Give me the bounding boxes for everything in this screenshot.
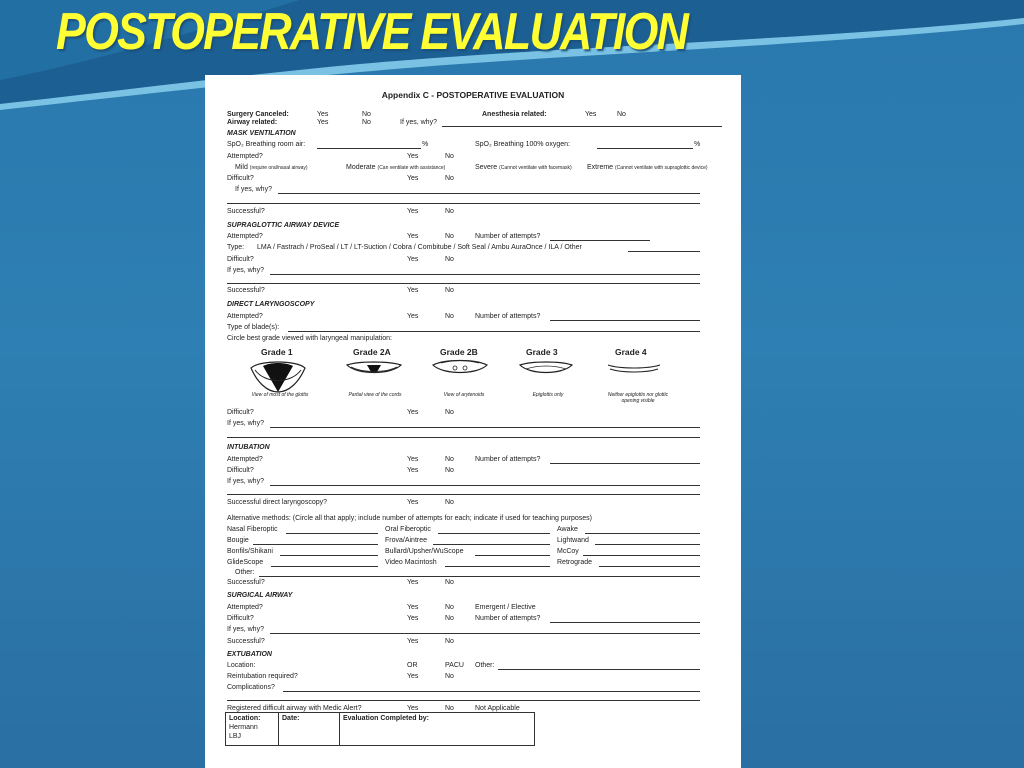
- answer-line[interactable]: [227, 437, 700, 438]
- answer-line[interactable]: [280, 555, 378, 556]
- completion-table: [225, 712, 535, 746]
- answer-line[interactable]: [270, 274, 700, 275]
- answer-line[interactable]: [227, 283, 700, 284]
- surgical-attempted-label: Attempted?: [227, 604, 263, 611]
- yes-option[interactable]: Yes: [407, 467, 419, 474]
- number-of-attempts-label: Number of attempts?: [475, 313, 541, 320]
- intubation-difficult-label: Difficult?: [227, 467, 254, 474]
- blade-type-label: Type of blade(s):: [227, 324, 280, 331]
- reintubation-label: Reintubation required?: [227, 673, 298, 680]
- direct-laryngoscopy-header: DIRECT LARYNGOSCOPY: [227, 301, 315, 308]
- no-option[interactable]: No: [445, 499, 454, 506]
- other-location-label: Other:: [475, 662, 495, 669]
- dl-attempted-label: Attempted?: [227, 313, 263, 320]
- answer-line[interactable]: [585, 533, 700, 534]
- grade-4-airway-icon: [606, 362, 662, 374]
- grade-1-glottis-icon: [249, 358, 307, 394]
- answer-line[interactable]: [595, 544, 700, 545]
- no-option[interactable]: No: [445, 256, 454, 263]
- spo2-room-air-label: SpO₂ Breathing room air:: [227, 141, 306, 148]
- slide-title: POSTOPERATIVE EVALUATION: [56, 3, 688, 61]
- date-cell[interactable]: [279, 713, 340, 746]
- yes-option[interactable]: Yes: [407, 604, 419, 611]
- answer-line[interactable]: [227, 494, 700, 495]
- location-option-lbj[interactable]: LBJ: [229, 733, 242, 740]
- yes-option[interactable]: Yes: [407, 208, 419, 215]
- number-of-attempts-label: Number of attempts?: [475, 233, 541, 240]
- answer-line[interactable]: [550, 622, 700, 623]
- or-option[interactable]: OR: [407, 662, 418, 669]
- answer-line[interactable]: [270, 427, 700, 428]
- successful-dl-label: Successful direct laryngoscopy?: [227, 499, 327, 506]
- supraglottic-header: SUPRAGLOTTIC AIRWAY DEVICE: [227, 222, 340, 229]
- completed-by-cell[interactable]: [340, 713, 535, 746]
- no-option[interactable]: No: [445, 604, 454, 611]
- answer-line[interactable]: [227, 700, 700, 701]
- percent-sign: %: [422, 141, 429, 148]
- surgical-airway-header: SURGICAL AIRWAY: [227, 592, 293, 599]
- answer-line[interactable]: [550, 320, 700, 321]
- surgical-successful-label: Successful?: [227, 638, 265, 645]
- location-cell-label: Location:: [229, 715, 261, 722]
- answer-line[interactable]: [283, 691, 700, 692]
- if-yes-why-label: If yes, why?: [227, 267, 264, 274]
- method-mccoy[interactable]: McCoy: [557, 548, 579, 555]
- no-option[interactable]: No: [617, 111, 626, 118]
- pacu-option[interactable]: PACU: [445, 662, 464, 669]
- answer-line[interactable]: [597, 148, 693, 149]
- grade-3-epiglottis-icon: [518, 361, 574, 377]
- no-option[interactable]: No: [445, 175, 454, 182]
- medic-alert-label: Registered difficult airway with Medic Alert?: [227, 705, 362, 712]
- no-option[interactable]: No: [445, 456, 454, 463]
- yes-option[interactable]: Yes: [407, 153, 419, 160]
- answer-line[interactable]: [433, 544, 550, 545]
- dl-difficult-label: Difficult?: [227, 409, 254, 416]
- no-option[interactable]: No: [445, 153, 454, 160]
- answer-line[interactable]: [259, 576, 700, 577]
- grade-2b-caption: View of arytenoids: [443, 392, 485, 398]
- answer-line[interactable]: [599, 566, 700, 567]
- yes-option[interactable]: Yes: [407, 287, 419, 294]
- if-yes-why-label: If yes, why?: [227, 478, 264, 485]
- answer-line[interactable]: [442, 126, 722, 127]
- surgical-difficult-label: Difficult?: [227, 615, 254, 622]
- yes-option[interactable]: Yes: [407, 673, 419, 680]
- no-option[interactable]: No: [445, 208, 454, 215]
- no-option[interactable]: No: [445, 467, 454, 474]
- if-yes-why-label: If yes, why?: [400, 119, 437, 126]
- method-other: Other:: [235, 569, 255, 576]
- yes-option[interactable]: Yes: [407, 409, 419, 416]
- device-type-options[interactable]: LMA / Fastrach / ProSeal / LT / LT-Suction / Cobra / Combitube / Soft Seal / Ambu AuraOnce / ILA / Other: [257, 244, 582, 251]
- no-option[interactable]: No: [445, 313, 454, 320]
- mask-attempted-label: Attempted?: [227, 153, 263, 160]
- supraglottic-successful-label: Successful?: [227, 287, 265, 294]
- yes-option[interactable]: Yes: [407, 175, 419, 182]
- answer-line[interactable]: [278, 193, 700, 194]
- method-retrograde[interactable]: Retrograde: [557, 559, 593, 566]
- extubation-header: EXTUBATION: [227, 651, 272, 658]
- answer-line[interactable]: [550, 240, 650, 241]
- number-of-attempts-label: Number of attempts?: [475, 456, 541, 463]
- answer-line[interactable]: [498, 669, 700, 670]
- intubation-successful-label: Successful?: [227, 579, 265, 586]
- method-bullard-upsher-wuscope[interactable]: Bullard/Upsher/WuScope: [385, 548, 464, 555]
- severe-option[interactable]: Severe (Cannot ventilate with facemask): [475, 164, 572, 171]
- answer-line[interactable]: [270, 633, 700, 634]
- no-option[interactable]: No: [445, 673, 454, 680]
- location-cell[interactable]: [226, 713, 279, 746]
- answer-line[interactable]: [288, 331, 700, 332]
- yes-option[interactable]: Yes: [407, 638, 419, 645]
- no-option[interactable]: No: [445, 615, 454, 622]
- yes-option[interactable]: Yes: [407, 313, 419, 320]
- grade-4-label[interactable]: Grade 4: [615, 347, 647, 357]
- answer-line[interactable]: [286, 533, 378, 534]
- supraglottic-attempted-label: Attempted?: [227, 233, 263, 240]
- yes-option[interactable]: Yes: [407, 456, 419, 463]
- alternative-methods-label: Alternative methods: (Circle all that apply; include number of attempts for each; indicate if used for teaching purposes): [227, 515, 592, 522]
- grade-1-caption: View of most of the glottis: [251, 392, 309, 398]
- yes-option[interactable]: Yes: [407, 705, 419, 712]
- yes-option[interactable]: Yes: [407, 615, 419, 622]
- method-lightwand[interactable]: Lightwand: [557, 537, 589, 544]
- anesthesia-related-label: Anesthesia related:: [482, 111, 547, 118]
- grade-2a-caption: Partial view of the cords: [348, 392, 402, 398]
- mask-successful-label: Successful?: [227, 208, 265, 215]
- grade-4-caption: Neither epiglottis nor glottic opening visible: [607, 392, 669, 404]
- if-yes-why-label: If yes, why?: [227, 420, 264, 427]
- method-bonfils-shikani[interactable]: Bonfils/Shikani: [227, 548, 273, 555]
- intubation-attempted-label: Attempted?: [227, 456, 263, 463]
- surgery-canceled-label: Surgery Canceled:: [227, 111, 289, 118]
- answer-line[interactable]: [253, 544, 378, 545]
- grade-2b-glottis-icon: [431, 359, 489, 377]
- grade-1-label[interactable]: Grade 1: [261, 347, 293, 357]
- complications-label: Complications?: [227, 684, 275, 691]
- date-label: Date:: [282, 715, 300, 722]
- grade-2a-label[interactable]: Grade 2A: [353, 347, 391, 357]
- grade-3-caption: Epiglottis only: [532, 392, 564, 398]
- yes-option[interactable]: Yes: [407, 233, 419, 240]
- method-oral-fiberoptic[interactable]: Oral Fiberoptic: [385, 526, 431, 533]
- method-frova-aintree[interactable]: Frova/Aintree: [385, 537, 428, 544]
- airway-related-label: Airway related:: [227, 119, 278, 126]
- method-glidescope[interactable]: GlideScope: [227, 559, 264, 566]
- no-option[interactable]: No: [445, 233, 454, 240]
- no-option[interactable]: No: [445, 287, 454, 294]
- no-option[interactable]: No: [445, 409, 454, 416]
- answer-line[interactable]: [227, 203, 700, 204]
- method-video-macintosh[interactable]: Video Macintosh: [385, 559, 437, 566]
- yes-option[interactable]: Yes: [407, 579, 419, 586]
- mask-difficult-label: Difficult?: [227, 175, 254, 182]
- mask-ventilation-header: MASK VENTILATION: [227, 130, 296, 137]
- no-option[interactable]: No: [445, 705, 454, 712]
- extreme-option[interactable]: Extreme (Cannot ventilate with supraglottic device): [587, 164, 708, 171]
- if-yes-why-label: If yes, why?: [227, 626, 264, 633]
- circle-grade-label: Circle best grade viewed with laryngeal manipulation:: [227, 335, 392, 342]
- yes-option[interactable]: Yes: [585, 111, 597, 118]
- location-option-hermann[interactable]: Hermann: [229, 724, 258, 731]
- spo2-oxygen-label: SpO₂ Breathing 100% oxygen:: [475, 141, 570, 148]
- mild-option[interactable]: Mild (require oral/nasal airway): [235, 164, 308, 171]
- answer-line[interactable]: [438, 533, 550, 534]
- grade-2a-glottis-icon: [345, 361, 403, 377]
- method-bougie[interactable]: Bougie: [227, 537, 249, 544]
- grade-3-label[interactable]: Grade 3: [526, 347, 558, 357]
- answer-line[interactable]: [317, 148, 421, 149]
- emergent-elective-option[interactable]: Emergent / Elective: [475, 604, 536, 611]
- grade-2b-label[interactable]: Grade 2B: [440, 347, 478, 357]
- form-title: Appendix C - POSTOPERATIVE EVALUATION: [381, 90, 565, 100]
- answer-line[interactable]: [445, 566, 550, 567]
- method-nasal-fiberoptic[interactable]: Nasal Fiberoptic: [227, 526, 278, 533]
- location-label: Location:: [227, 662, 256, 669]
- if-yes-why-label: If yes, why?: [235, 186, 272, 193]
- moderate-option[interactable]: Moderate (Can ventilate with assistance): [346, 164, 446, 171]
- answer-line[interactable]: [550, 463, 700, 464]
- answer-line[interactable]: [475, 555, 550, 556]
- method-awake[interactable]: Awake: [557, 526, 578, 533]
- yes-option[interactable]: Yes: [317, 111, 329, 118]
- percent-sign: %: [694, 141, 701, 148]
- not-applicable-option[interactable]: Not Applicable: [475, 705, 520, 712]
- no-option[interactable]: No: [362, 119, 371, 126]
- number-of-attempts-label: Number of attempts?: [475, 615, 541, 622]
- answer-line[interactable]: [270, 485, 700, 486]
- type-label: Type:: [227, 244, 245, 251]
- supraglottic-difficult-label: Difficult?: [227, 256, 254, 263]
- evaluation-form: [205, 75, 741, 768]
- no-option[interactable]: No: [445, 579, 454, 586]
- no-option[interactable]: No: [362, 111, 371, 118]
- intubation-header: INTUBATION: [227, 444, 270, 451]
- yes-option[interactable]: Yes: [317, 119, 329, 126]
- completed-by-label: Evaluation Completed by:: [343, 715, 429, 722]
- yes-option[interactable]: Yes: [407, 499, 419, 506]
- answer-line[interactable]: [628, 251, 700, 252]
- answer-line[interactable]: [583, 555, 700, 556]
- answer-line[interactable]: [271, 566, 378, 567]
- yes-option[interactable]: Yes: [407, 256, 419, 263]
- no-option[interactable]: No: [445, 638, 454, 645]
